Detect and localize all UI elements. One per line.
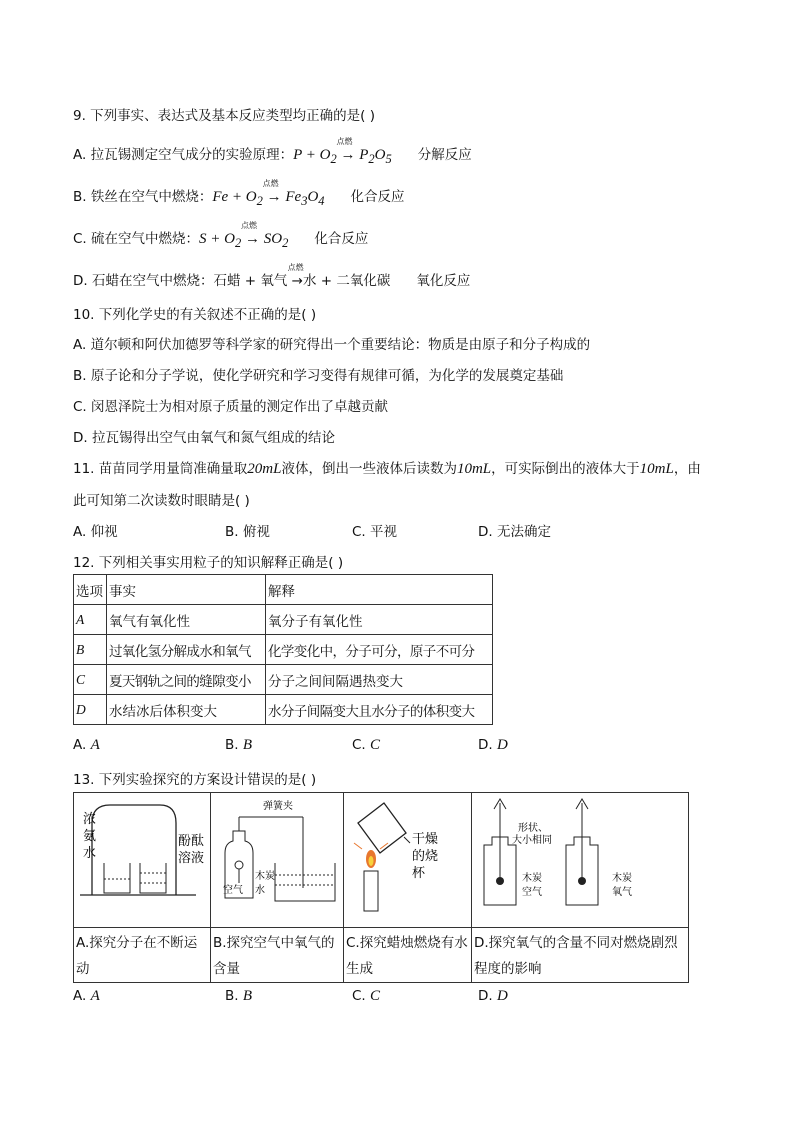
q9-option-b[interactable]: B. 铁丝在空气中燃烧：$Fe + O_2$ 点燃 → $Fe_3O_4$ 化合反应 xyxy=(73,179,405,208)
reaction-type: 分解反应 xyxy=(417,147,472,163)
table-row: A 氧气有氧化性 氧分子有氧化性 xyxy=(74,605,493,635)
caption-a: A.探究分子在不断运动 xyxy=(74,928,211,983)
figure-a-cell xyxy=(74,793,211,928)
svg-text:的烧: 的烧 xyxy=(412,849,439,864)
caption-c: C.探究蜡烛燃烧有水生成 xyxy=(344,928,472,983)
q11-option-d[interactable]: D. 无法确定 xyxy=(478,524,551,540)
svg-text:氧气: 氧气 xyxy=(612,887,632,898)
table-row: C 夏天钢轨之间的缝隙变小 分子之间间隔遇热变大 xyxy=(74,665,493,695)
q13-option-d[interactable]: D. D xyxy=(478,988,508,1004)
svg-text:形状、: 形状、 xyxy=(518,823,548,834)
q12-stem: 12. 下列相关事实用粒子的知识解释正确是( ) xyxy=(73,555,344,571)
svg-text:浓: 浓 xyxy=(83,812,97,827)
q10-option-a[interactable]: A. 道尔顿和阿伏加德罗等科学家的研究得出一个重要结论：物质是由原子和分子构成的 xyxy=(73,337,591,353)
svg-text:弹簧夹: 弹簧夹 xyxy=(263,801,293,812)
svg-text:干燥: 干燥 xyxy=(412,832,439,847)
q12-option-d[interactable]: D. D xyxy=(478,737,508,753)
svg-text:溶液: 溶液 xyxy=(178,851,205,866)
q11-stem-line2: 此可知第二次读数时眼睛是( ) xyxy=(73,493,250,509)
figure-a-molecule-diffusion xyxy=(74,793,210,923)
q13-option-a[interactable]: A. A xyxy=(73,988,100,1004)
table-row: B 过氧化氢分解成水和氧气 化学变化中，分子可分，原子不可分 xyxy=(74,635,493,665)
svg-text:木炭: 木炭 xyxy=(522,873,542,884)
figure-c-candle xyxy=(344,793,471,923)
q9-stem: 9. 下列事实、表达式及基本反应类型均正确的是( ) xyxy=(73,108,375,124)
svg-text:木炭: 木炭 xyxy=(255,871,275,882)
q12-table xyxy=(73,574,493,725)
q10-stem: 10. 下列化学史的有关叙述不正确的是( ) xyxy=(73,307,317,323)
svg-text:空气: 空气 xyxy=(223,885,243,896)
svg-text:酚酞: 酚酞 xyxy=(178,834,205,849)
q9-option-d[interactable]: D. 石蜡在空气中燃烧：石蜡 + 氧气 点燃 →水 + 二氧化碳 氧化反应 xyxy=(73,263,471,289)
q10-option-c[interactable]: C. 闵恩泽院士为相对原子质量的测定作出了卓越贡献 xyxy=(73,399,389,415)
option-label: A. 拉瓦锡测定空气成分的实验原理： xyxy=(73,147,294,163)
reaction-arrow: 点燃 → xyxy=(336,137,356,163)
q12-option-c[interactable]: C. C xyxy=(352,737,381,753)
caption-b: B.探究空气中氧气的含量 xyxy=(211,928,344,983)
svg-text:大小相同: 大小相同 xyxy=(512,835,552,846)
svg-text:木炭: 木炭 xyxy=(612,873,632,884)
figure-d-combustion xyxy=(472,793,688,923)
figure-d-cell xyxy=(472,793,689,928)
table-row: D 水结冰后体积变大 水分子间隔变大且水分子的体积变大 xyxy=(74,695,493,725)
figure-c-cell xyxy=(344,793,472,928)
q13-option-b[interactable]: B. B xyxy=(225,988,253,1004)
q12-option-a[interactable]: A. A xyxy=(73,737,100,753)
figure-b-cell xyxy=(211,793,344,928)
q10-option-b[interactable]: B. 原子论和分子学说，使化学研究和学习变得有规律可循，为化学的发展奠定基础 xyxy=(73,368,564,384)
svg-text:杯: 杯 xyxy=(412,866,426,881)
svg-text:空气: 空气 xyxy=(522,887,542,898)
q13-table xyxy=(73,792,689,983)
q11-stem: 11. 苗苗同学用量筒准确量取20mL液体，倒出一些液体后读数为10mL，可实际倒出的液体大于10mL，由 xyxy=(73,461,701,477)
q13-stem: 13. 下列实验探究的方案设计错误的是( ) xyxy=(73,772,317,788)
svg-text:氨: 氨 xyxy=(83,829,97,844)
figure-b-oxygen-content xyxy=(211,793,343,923)
q11-option-c[interactable]: C. 平视 xyxy=(352,524,398,540)
q9-option-a[interactable]: A. 拉瓦锡测定空气成分的实验原理：$P + O_2$ 点燃 → $P_2O_5$ 分解反应 xyxy=(73,137,472,166)
q13-option-c[interactable]: C. C xyxy=(352,988,381,1004)
svg-text:水: 水 xyxy=(83,846,97,861)
q9-option-c[interactable]: C. 硫在空气中燃烧：$S + O_2$ 点燃 → $SO_2$ 化合反应 xyxy=(73,221,369,250)
q11-option-a[interactable]: A. 仰视 xyxy=(73,524,118,540)
q12-option-b[interactable]: B. B xyxy=(225,737,253,753)
caption-d: D.探究氧气的含量不同对燃烧剧烈程度的影响 xyxy=(472,928,689,983)
svg-text:水: 水 xyxy=(255,885,265,896)
q10-option-d[interactable]: D. 拉瓦锡得出空气由氧气和氮气组成的结论 xyxy=(73,430,335,446)
q11-option-b[interactable]: B. 俯视 xyxy=(225,524,270,540)
table-header-row: 选项 事实 解释 xyxy=(74,575,493,605)
